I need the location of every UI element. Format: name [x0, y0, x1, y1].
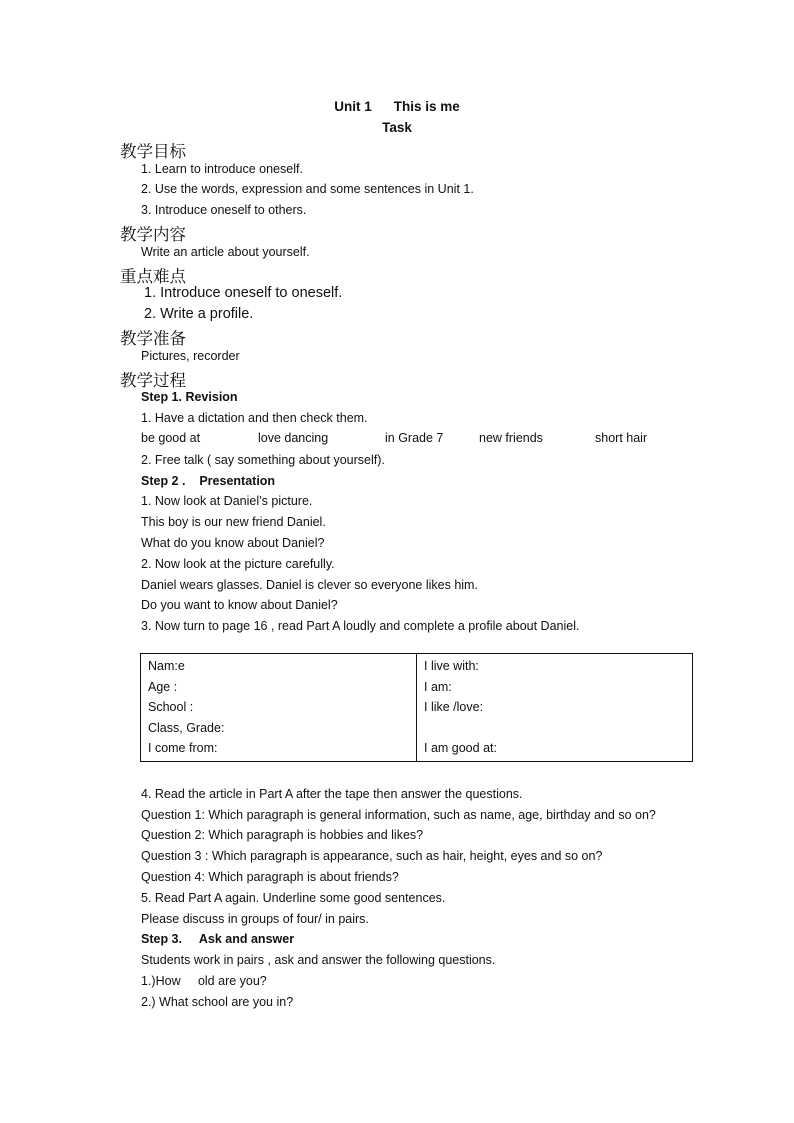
objective-item: 2. Use the words, expression and some sentences in Unit 1. — [141, 182, 474, 196]
after-table-line: Question 4: Which paragraph is about friends? — [141, 870, 399, 884]
document-title — [0, 99, 794, 114]
vocab-item: short hair — [595, 431, 648, 445]
step2-line: This boy is our new friend Daniel. — [141, 515, 326, 529]
profile-field-blank — [424, 718, 685, 739]
after-table-line: 4. Read the article in Part A after the tape then answer the questions. — [141, 787, 523, 801]
step2-line: Do you want to know about Daniel? — [141, 598, 338, 612]
title-name: This is me — [393, 99, 460, 114]
step1-title: Step 1. Revision — [141, 390, 238, 404]
keypoints-heading: 重点难点 — [120, 267, 186, 286]
objective-item: 3. Introduce oneself to others. — [141, 203, 307, 217]
profile-right-column — [417, 654, 693, 762]
profile-field-good-at: I am good at: — [424, 741, 497, 756]
process-heading: 教学过程 — [120, 371, 186, 390]
step3-line: Students work in pairs , ask and answer the following questions. — [141, 953, 496, 967]
profile-field-like: I like /love: — [424, 700, 484, 715]
step3-line: 1.)How old are you? — [141, 974, 267, 988]
profile-field-live-with: I live with: — [424, 659, 479, 673]
profile-field-class: Class, Grade: — [148, 720, 225, 735]
step2-line: 2. Now look at the picture carefully. — [141, 557, 335, 571]
objective-item: 1. Learn to introduce oneself. — [141, 162, 303, 176]
profile-field-age: Age : — [148, 679, 178, 694]
step2-line: What do you know about Daniel? — [141, 536, 325, 550]
after-table-line: Question 3 : Which paragraph is appearance, such as hair, height, eyes and so on? — [141, 849, 603, 863]
vocab-item: in Grade 7 — [385, 431, 444, 445]
step2-line: Daniel wears glasses. Daniel is clever so everyone likes him. — [141, 578, 478, 592]
step1-line: 1. Have a dictation and then check them. — [141, 411, 368, 425]
after-table-line: Question 2: Which paragraph is hobbies and likes? — [141, 828, 424, 842]
vocab-item: new friends — [479, 431, 543, 445]
profile-field-i-am: I am: — [424, 679, 452, 694]
after-table-line: Question 1: Which paragraph is general information, such as name, age, birthday and so on? — [141, 808, 656, 822]
keypoint-item: 1. Introduce oneself to oneself. — [144, 285, 343, 301]
step3-title: Step 3. Ask and answer — [141, 932, 295, 946]
step2-line: 1. Now look at Daniel’s picture. — [141, 494, 313, 508]
step2-title: Step 2 . Presentation — [141, 474, 276, 488]
preparation-heading: 教学准备 — [120, 329, 186, 348]
profile-left-column — [141, 654, 417, 762]
step2-line: 3. Now turn to page 16 , read Part A loudly and complete a profile about Daniel. — [141, 619, 580, 633]
title-unit: Unit 1 — [334, 99, 372, 114]
after-table-line: 5. Read Part A again. Underline some good sentences. — [141, 891, 446, 905]
objectives-heading: 教学目标 — [120, 142, 186, 161]
step3-line: 2.) What school are you in? — [141, 995, 294, 1009]
vocab-item: be good at — [141, 431, 201, 445]
step1-line: 2. Free talk ( say something about yourself). — [141, 453, 385, 467]
after-table-line: Please discuss in groups of four/ in pairs. — [141, 912, 369, 926]
content-text: Write an article about yourself. — [141, 245, 310, 259]
keypoint-item: 2. Write a profile. — [144, 306, 254, 322]
content-heading: 教学内容 — [120, 225, 186, 244]
profile-table — [140, 653, 693, 762]
preparation-text: Pictures, recorder — [141, 349, 240, 363]
profile-field-name: Nam:e — [148, 659, 185, 673]
profile-field-school: School : — [148, 700, 194, 715]
document-subtitle: Task — [382, 120, 412, 135]
profile-field-from: I come from: — [148, 741, 218, 756]
vocab-item: love dancing — [258, 431, 329, 445]
